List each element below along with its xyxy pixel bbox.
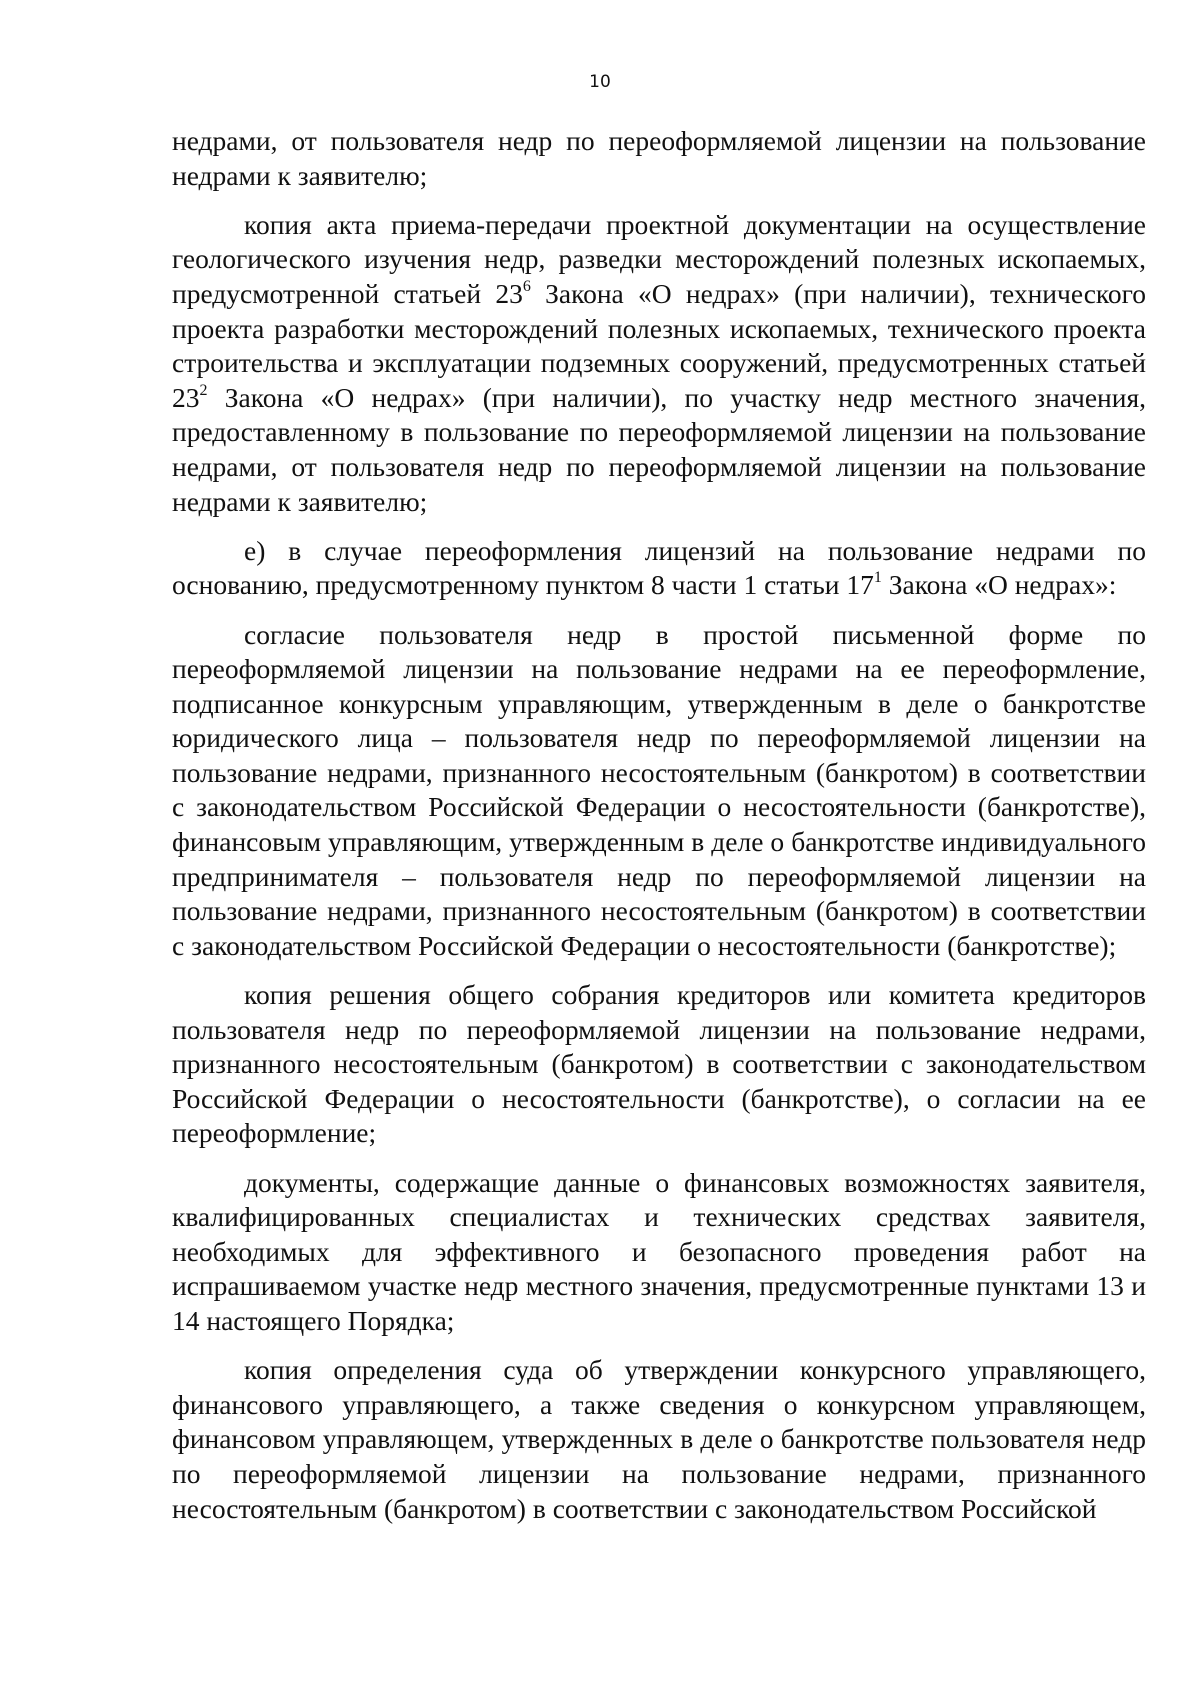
article-superscript: 1 (873, 569, 882, 587)
article-superscript: 6 (522, 277, 531, 295)
paragraph-text: копия акта приема-передачи проектной документации на осуществление геологического изучения недр, разведки месторождений полезных ископаемых, предусмотренной статьей 23 (172, 208, 1146, 309)
paragraph-project-docs-copy (172, 208, 1146, 519)
paragraph-item-e (172, 534, 1146, 603)
paragraph-creditors-decision: копия решения общего собрания кредиторов или комитета кредиторов пользователя недр по переоформляемой лицензии на пользование недрами, признанного несостоятельным (банкротом) в соответствии с законодательством Российской Федерации о несостоятельности (банкротстве), о согласии на ее переоформление; (172, 979, 1146, 1149)
page-number: 10 (589, 72, 611, 92)
paragraph-financial-documents: документы, содержащие данные о финансовых возможностях заявителя, квалифицированных специалистах и технических средствах заявителя, необходимых для эффективного и безопасного проведения работ на испрашиваемом участке недр местного значения, предусмотренные пунктами 13 и 14 настоящего Порядка; (172, 1166, 1146, 1336)
paragraph-text: Закона «О недрах» (при наличии), по участку недр местного значения, предоставленному в пользование по переоформляемой лицензии на пользование недрами, от пользователя недр по переоформляемой лицензии на пользование недрами к заявителю; (172, 381, 1146, 517)
paragraph-text: Закона «О недрах»: (881, 569, 1117, 601)
paragraph-court-ruling-copy: копия определения суда об утверждении конкурсного управляющего, финансового управляющего, а также сведения о конкурсном управляющем, финансовом управляющем, утвержденных в деле о банкротстве пользователя недр по переоформляемой лицензии на пользование недрами, признанного несостоятельным (банкротом) в соответствии с законодательством Российской (172, 1354, 1146, 1524)
document-body (172, 124, 1146, 1541)
paragraph-text: Закона «О недрах» (при наличии), технического проекта разработки месторождений полезных ископаемых, технического проекта строительства и эксплуатации подземных сооружений, предусмотренных статьей 23 (172, 277, 1146, 413)
paragraph-text: е) в случае переоформления лицензий на пользование недрами по основанию, предусмотренному пунктом 8 части 1 статьи 17 (172, 534, 1146, 601)
paragraph-consent: согласие пользователя недр в простой письменной форме по переоформляемой лицензии на пользование недрами на ее переоформление, подписанное конкурсным управляющим, утвержденным в деле о банкротстве юридического лица – пользователя недр по переоформляемой лицензии на пользование недрами, признанного несостоятельным (банкротом) в соответствии с законодательством Российской Федерации о несостоятельности (банкротстве), финансовым управляющим, утвержденным в деле о банкротстве индивидуального предпринимателя – пользователя недр по переоформляемой лицензии на пользование недрами, признанного несостоятельным (банкротом) в соответствии с законодательством Российской Федерации о несостоятельности (банкротстве); (172, 618, 1146, 961)
paragraph-continuation: недрами, от пользователя недр по переоформляемой лицензии на пользование недрами к заявителю; (172, 125, 1146, 191)
article-superscript: 2 (199, 381, 208, 399)
